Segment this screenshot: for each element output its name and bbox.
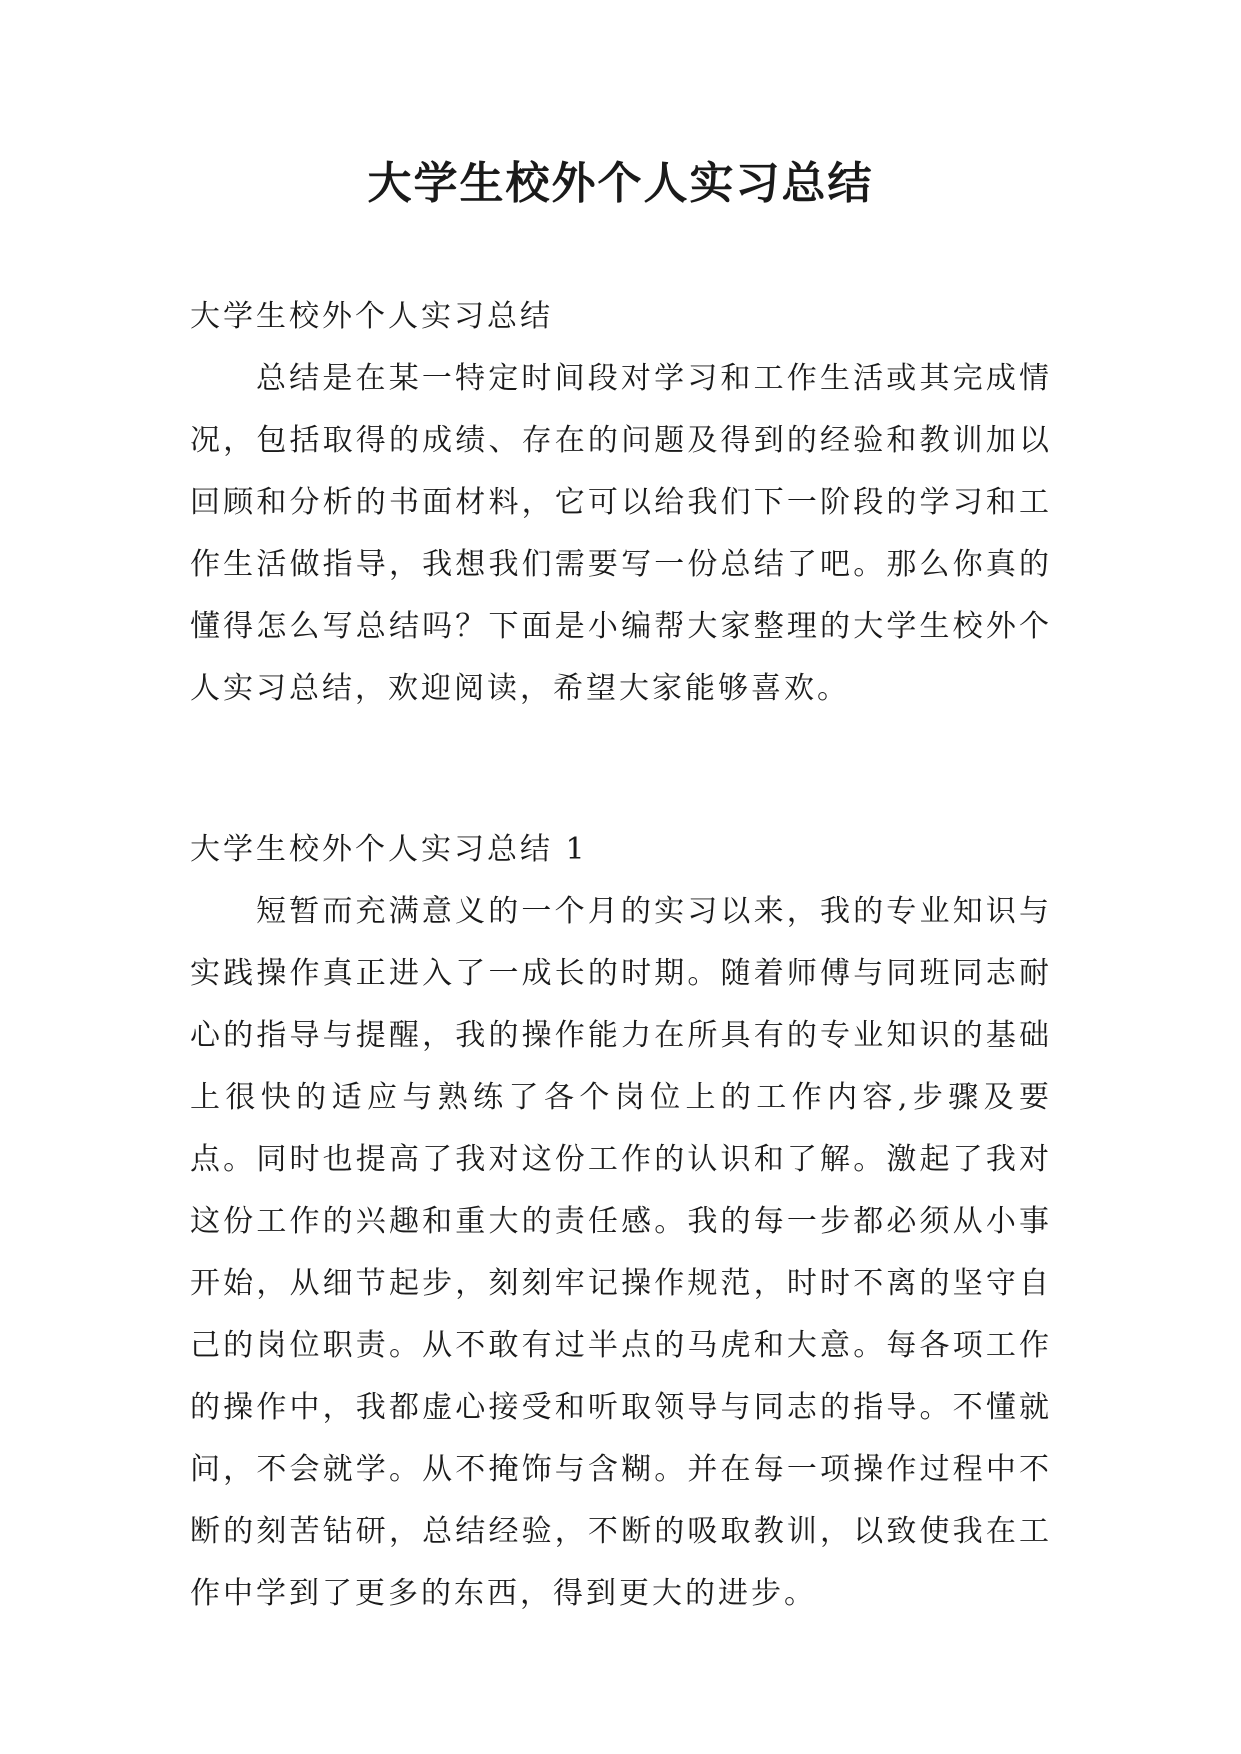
section-1: [190, 819, 1052, 1625]
document-title: 大学生校外个人实习总结: [367, 158, 874, 209]
intro-paragraph: 总结是在某一特定时间段对学习和工作生活或其完成情况，包括取得的成绩、存在的问题及得到的经验和教训加以回顾和分析的书面材料，它可以给我们下一阶段的学习和工作生活做指导，我想我们需要写一份总结了吧。那么你真的懂得怎么写总结吗？下面是小编帮大家整理的大学生校外个人实习总结，欢迎阅读，希望大家能够喜欢。: [190, 361, 1052, 706]
intro-heading: 大学生校外个人实习总结: [190, 299, 553, 334]
section-1-heading: 大学生校外个人实习总结 1: [190, 832, 588, 867]
intro-section: [190, 286, 1052, 720]
section-1-paragraph: 短暂而充满意义的一个月的实习以来，我的专业知识与实践操作真正进入了一成长的时期。随着师傅与同班同志耐心的指导与提醒，我的操作能力在所具有的专业知识的基础上很快的适应与熟练了各个岗位上的工作内容,步骤及要点。同时也提高了我对这份工作的认识和了解。激起了我对这份工作的兴趣和重大的责任感。我的每一步都必须从小事开始，从细节起步，刻刻牢记操作规范，时时不离的坚守自己的岗位职责。从不敢有过半点的马虎和大意。每各项工作的操作中，我都虚心接受和听取领导与同志的指导。不懂就问，不会就学。从不掩饰与含糊。并在每一项操作过程中不断的刻苦钻研，总结经验，不断的吸取教训，以致使我在工作中学到了更多的东西，得到更大的进步。: [190, 894, 1052, 1611]
